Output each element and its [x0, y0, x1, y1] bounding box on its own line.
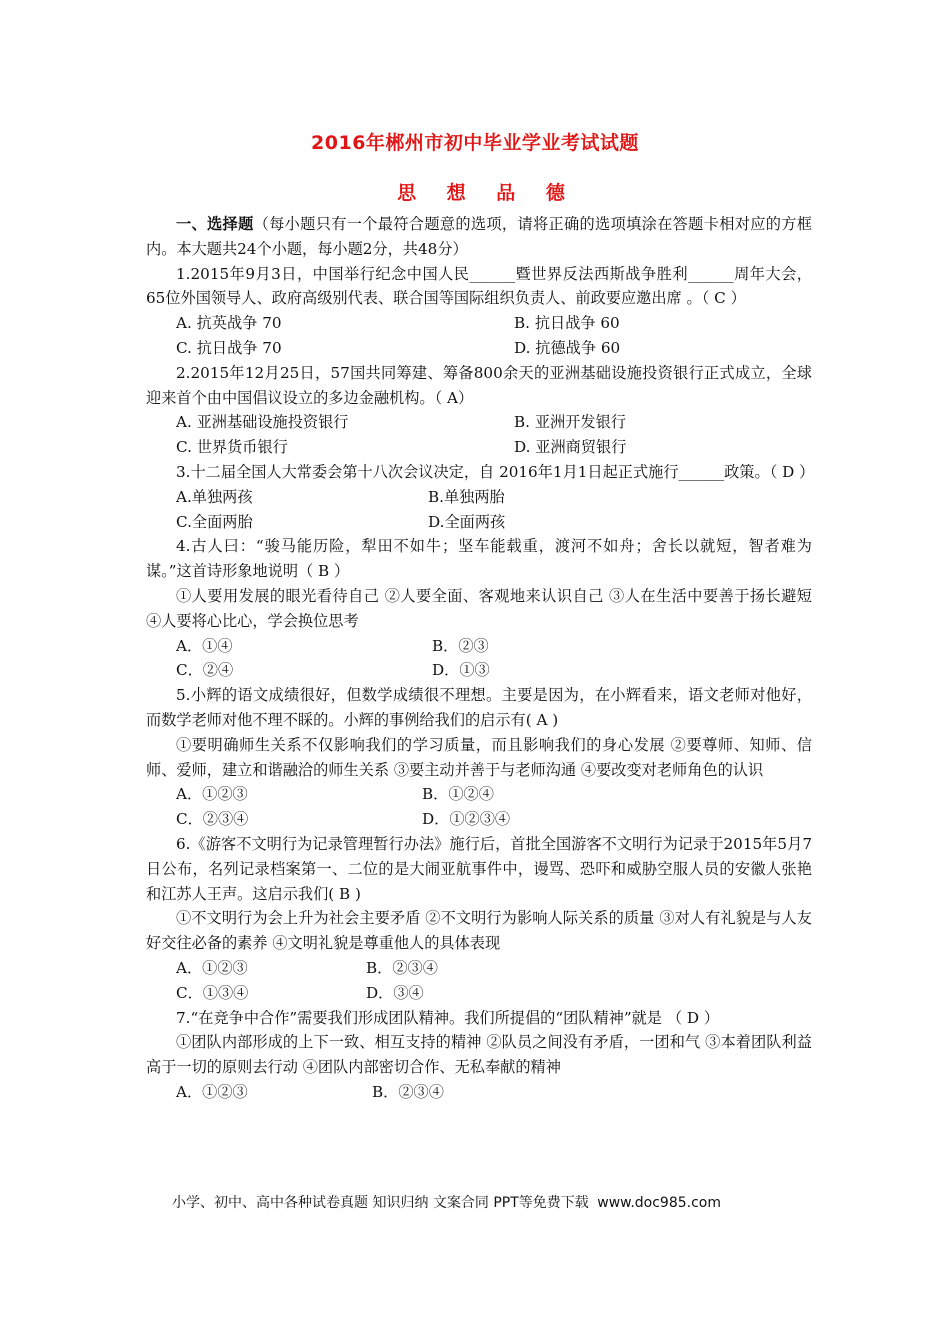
- question-5-options-row1: [146, 782, 812, 807]
- question-4-statements: ①人要用发展的眼光看待自己 ②人要全面、客观地来认识自己 ③人在生活中要善于扬长避短 ④人要将心比心，学会换位思考: [146, 586, 812, 630]
- exam-title: 2016年郴州市初中毕业学业考试试题: [311, 132, 639, 154]
- option-c: C．②④: [176, 661, 234, 680]
- option-c: C.全面两胎: [176, 512, 253, 531]
- option-c: C. 抗日战争 70: [176, 338, 282, 357]
- question-4-options-row2: [146, 658, 812, 683]
- question-7-statements: ①团队内部形成的上下一致、相互支持的精神 ②队员之间没有矛盾，一团和气 ③本着团队利益高于一切的原则去行动 ④团队内部密切合作、无私奉献的精神: [146, 1033, 812, 1077]
- option-b: B.单独两胎: [428, 487, 505, 506]
- question-3-options-row1: [146, 485, 812, 510]
- option-a: A．①②③: [176, 1082, 248, 1101]
- option-a: A．①④: [176, 636, 233, 655]
- option-a: A．①②③: [176, 958, 248, 977]
- question-6-options-row2: [146, 981, 812, 1006]
- option-b: B．②③: [432, 636, 489, 655]
- footer-url[interactable]: www.doc985.com: [597, 1195, 721, 1211]
- option-a: A. 抗英战争 70: [176, 314, 282, 333]
- footer-text: 小学、初中、高中各种试卷真题 知识归纳 文案合同 PPT等免费下载: [172, 1195, 589, 1211]
- option-b: B. 抗日战争 60: [514, 314, 620, 333]
- question-6-options-row1: [146, 956, 812, 981]
- option-d: D．①②③④: [422, 810, 511, 829]
- question-2-stem: 2.2015年12月25日，57国共同筹建、筹备800余天的亚洲基础设施投资银行正式成立，全球迎来首个由中国倡议设立的多边金融机构。（ A）: [146, 363, 812, 407]
- option-a: A．①②③: [176, 785, 248, 804]
- question-4-options-row1: [146, 634, 812, 659]
- section-instructions: （每小题只有一个最符合题意的选项，请将正确的选项填涂在答题卡相对应的方框内。本大题共24个小题，每小题2分，共48分）: [146, 215, 813, 258]
- question-1-options-row1: [146, 311, 812, 336]
- question-4-stem: 4.古人曰：“骏马能历险，犁田不如牛；坚车能载重，渡河不如舟；舍长以就短，智者难为谋。”这首诗形象地说明（ B ）: [146, 537, 812, 581]
- question-3-stem: 3.十二届全国人大常委会第十八次会议决定，自 2016年1月1日起正式施行______政策。（ D ）: [176, 462, 815, 481]
- option-a: A. 亚洲基础设施投资银行: [176, 413, 349, 432]
- option-d: D. 亚洲商贸银行: [514, 438, 627, 457]
- option-a: A.单独两孩: [176, 487, 253, 506]
- subject-title: 思 想 品 德: [397, 182, 577, 204]
- question-6-statements: ①不文明行为会上升为社会主要矛盾 ②不文明行为影响人际关系的质量 ③对人有礼貌是与人友好交往必备的素养 ④文明礼貌是尊重他人的具体表现: [146, 909, 812, 953]
- question-7-stem: 7.“在竞争中合作”需要我们形成团队精神。我们所提倡的“团队精神”就是 （ D ）: [176, 1008, 720, 1027]
- option-b: B．②③④: [372, 1082, 444, 1101]
- option-d: D.全面两孩: [428, 512, 506, 531]
- option-b: B. 亚洲开发银行: [514, 413, 626, 432]
- option-c: C. 世界货币银行: [176, 438, 288, 457]
- exam-content: [146, 212, 815, 1105]
- option-d: D．③④: [366, 983, 424, 1002]
- section-heading: 一、选择题: [176, 215, 254, 233]
- option-b: B．②③④: [366, 958, 438, 977]
- section-intro: [146, 212, 812, 262]
- question-2-options-row1: [146, 410, 812, 435]
- question-7-options-row1: [146, 1080, 812, 1105]
- question-2-options-row2: [146, 435, 812, 460]
- footer: [172, 1192, 721, 1212]
- question-1-options-row2: [146, 336, 812, 361]
- option-d: D. 抗德战争 60: [514, 338, 621, 357]
- option-c: C．①③④: [176, 983, 249, 1002]
- option-c: C．②③④: [176, 810, 249, 829]
- question-3-options-row2: [146, 510, 812, 535]
- question-5-options-row2: [146, 807, 812, 832]
- question-5-statements: ①要明确师生关系不仅影响我们的学习质量，而且影响我们的身心发展 ②要尊师、知师、信师、爱师，建立和谐融洽的师生关系 ③要主动并善于与老师沟通 ④要改变对老师角色的认识: [146, 735, 812, 779]
- question-5-stem: 5.小辉的语文成绩很好，但数学成绩很不理想。主要是因为，在小辉看来，语文老师对他好，而数学老师对他不理不睬的。小辉的事例给我们的启示有( A ): [146, 686, 812, 729]
- question-1-stem: 1.2015年9月3日，中国举行纪念中国人民______暨世界反法西斯战争胜利______周年大会，65位外国领导人、政府高级别代表、联合国等国际组织负责人、前政要应邀出席 。（ C ）: [146, 264, 812, 308]
- option-d: D．①③: [432, 661, 490, 680]
- option-b: B．①②④: [422, 785, 494, 804]
- question-6-stem: 6.《游客不文明行为记录管理暂行办法》施行后，首批全国游客不文明行为记录于2015年5月7日公布，名列记录档案第一、二位的是大闹亚航事件中，谩骂、恐吓和威胁空服人员的安徽人张艳和江苏人王声。这启示我们( B ): [146, 834, 812, 903]
